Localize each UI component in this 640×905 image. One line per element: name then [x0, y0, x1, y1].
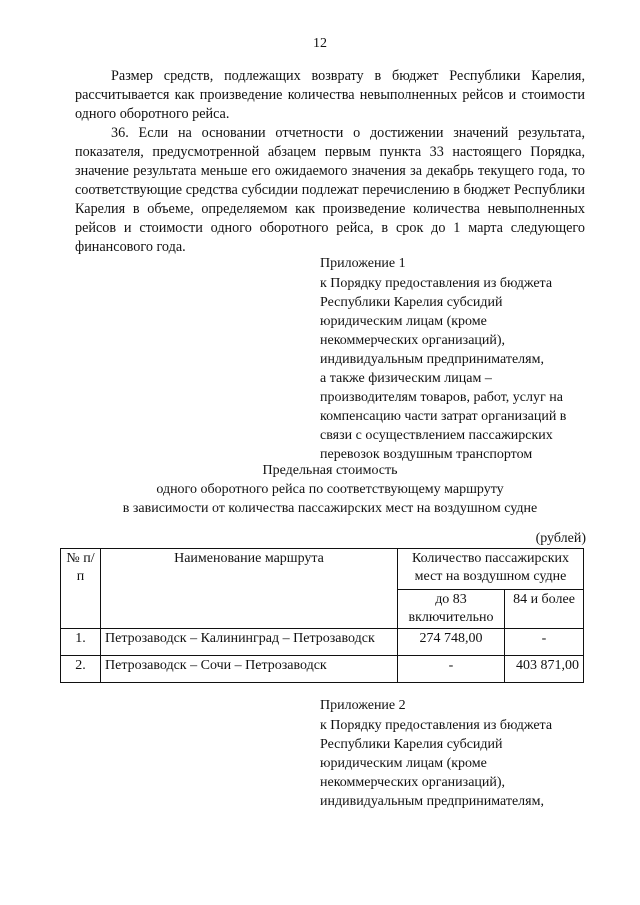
row-route: Петрозаводск – Сочи – Петрозаводск — [101, 656, 398, 683]
appendix-2-line: юридическим лицам (кроме — [320, 756, 487, 771]
table-row — [61, 629, 584, 656]
row-route: Петрозаводск – Калининград – Петрозаводск — [101, 629, 398, 656]
appendix-1-line: некоммерческих организаций), — [320, 333, 506, 348]
appendix-1-line: связи с осуществлением пассажирских — [320, 428, 553, 443]
appendix-2-line: некоммерческих организаций), — [320, 775, 506, 790]
row-num: 1. — [61, 629, 101, 656]
table-heading — [60, 461, 600, 518]
header-up-to-83: до 83 включительно — [398, 590, 505, 629]
appendix-2-line: Республики Карелия субсидий — [320, 737, 503, 752]
paragraph-36: 36. Если на основании отчетности о достижении значений результата, показателя, предусмотренной абзацем первым пункта 33 настоящего Порядка, значение результата меньше его ожидаемого значения за декабрь текущего года, то соответствующие средства субсидии подлежат перечислению в бюджет Республики Карелия в объеме, определяемом как произведение количества невыполненных рейсов и стоимости одного оборотного рейса, в срок до 1 марта следующего финансового года. — [75, 125, 585, 255]
appendix-1-line: производителям товаров, работ, услуг на — [320, 390, 563, 405]
appendix-1-title: Приложение 1 — [320, 256, 406, 271]
price-table — [60, 548, 584, 683]
header-num: № п/п — [61, 549, 101, 629]
appendix-2-line: к Порядку предоставления из бюджета — [320, 718, 553, 733]
table-heading-line: в зависимости от количества пассажирских мест на воздушном судне — [122, 501, 538, 516]
body-text — [75, 67, 585, 257]
table-heading-line: Предельная стоимость — [262, 463, 398, 478]
table-units: (рублей) — [535, 531, 586, 546]
table-heading-line: одного оборотного рейса по соответствующему маршруту — [156, 482, 504, 497]
table-header-row — [61, 549, 584, 590]
row-price-up-to-83: - — [398, 656, 505, 683]
header-84-plus: 84 и более — [505, 590, 584, 629]
appendix-2-header — [320, 696, 588, 811]
appendix-1-line: индивидуальным предпринимателям, — [320, 352, 544, 367]
row-price-84-plus: 403 871,00 — [505, 656, 584, 683]
appendix-1-line: а также физическим лицам – — [320, 371, 492, 386]
table-row — [61, 656, 584, 683]
appendix-2-title: Приложение 2 — [320, 698, 406, 713]
appendix-1-line: перевозок воздушным транспортом — [320, 447, 533, 462]
appendix-1-header — [320, 254, 588, 464]
appendix-1-line: к Порядку предоставления из бюджета — [320, 276, 553, 291]
header-seats: Количество пассажирских мест на воздушном судне — [398, 549, 584, 590]
appendix-1-line: Республики Карелия субсидий — [320, 295, 503, 310]
row-num: 2. — [61, 656, 101, 683]
row-price-up-to-83: 274 748,00 — [398, 629, 505, 656]
paragraph-refund-amount: Размер средств, подлежащих возврату в бюджет Республики Карелия, рассчитывается как произведение количества невыполненных рейсов и стоимости одного оборотного рейса. — [75, 68, 585, 122]
page-number: 12 — [313, 36, 327, 51]
row-price-84-plus: - — [505, 629, 584, 656]
appendix-2-line: индивидуальным предпринимателям, — [320, 794, 544, 809]
appendix-1-line: компенсацию части затрат организаций в — [320, 409, 567, 424]
appendix-1-line: юридическим лицам (кроме — [320, 314, 487, 329]
header-route: Наименование маршрута — [101, 549, 398, 629]
